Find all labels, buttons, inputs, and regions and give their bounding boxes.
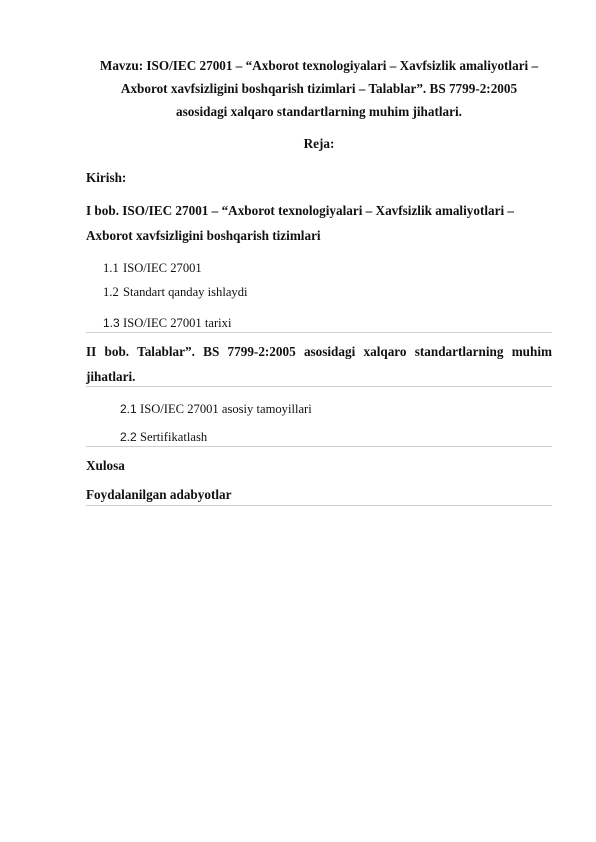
toc-item-text: ISO/IEC 27001 asosiy tamoyillari [140, 402, 312, 416]
toc-item-2-2 [120, 430, 207, 445]
references-heading: Foydalanilgan adabyotlar [86, 487, 232, 502]
chapter1-title-line-1: I bob. ISO/IEC 27001 – “Axborot texnologiyalari – Xavfsizlik amaliyotlari – [86, 203, 515, 218]
toc-item-number: 1.2 [103, 285, 119, 299]
title-line-3: asosidagi xalqaro standartlarning muhim jihatlari. [176, 104, 462, 119]
intro-heading: Kirish: [86, 170, 127, 185]
toc-item-1-1 [103, 261, 202, 276]
toc-item-text: ISO/IEC 27001 tarixi [123, 316, 232, 330]
chapter1-title-line-2: Axborot xavfsizligini boshqarish tizimlari [86, 228, 321, 243]
toc-item-1-2 [103, 285, 248, 300]
divider [86, 446, 552, 447]
chapter2-title-line-2: jihatlari. [86, 369, 136, 384]
conclusion-heading: Xulosa [86, 458, 125, 473]
chapter2-title-line-1: II bob. Talablar”. BS 7799-2:2005 asosidagi xalqaro standartlarning muhim [86, 344, 552, 359]
divider [86, 332, 552, 333]
toc-item-number: 2.1 [120, 402, 137, 416]
toc-item-1-3 [103, 316, 231, 331]
toc-item-number: 2.2 [120, 430, 137, 444]
title-line-1: Mavzu: ISO/IEC 27001 – “Axborot texnologiyalari – Xavfsizlik amaliyotlari – [99, 58, 539, 73]
divider [86, 386, 552, 387]
divider [86, 505, 552, 506]
title-line-2: Axborot xavfsizligini boshqarish tizimlari – Talablar”. BS 7799-2:2005 [120, 81, 518, 96]
toc-item-2-1 [120, 402, 312, 417]
toc-item-text: ISO/IEC 27001 [123, 261, 202, 275]
plan-heading: Reja: [303, 136, 335, 151]
document-title [86, 54, 552, 123]
toc-item-number: 1.1 [103, 261, 119, 275]
toc-item-text: Standart qanday ishlaydi [123, 285, 248, 299]
toc-item-number: 1.3 [103, 316, 120, 330]
toc-item-text: Sertifikatlash [140, 430, 208, 444]
